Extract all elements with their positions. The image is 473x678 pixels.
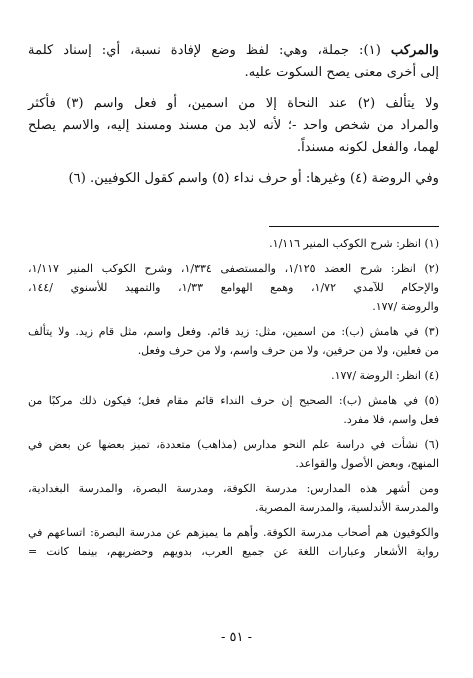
page-number: - ٥١ - xyxy=(220,630,253,645)
main-text xyxy=(28,40,439,190)
main-line: والمراد من شخص واحد -؛ لأنه لابد من مسند ومسند إليه، والاسم يصلح xyxy=(28,118,439,133)
footnote-6-line: والمدرسة الأندلسية، والمدرسة المصرية. xyxy=(255,501,439,514)
footnote-2-line: والإحكام للآمدي ١/٧٢، وهمع الهوامع ١/٣٣، والتمهيد للأسنوي /١٤٤، xyxy=(28,281,439,294)
main-line: ولا يتألف (٢) عند النحاة إلا من اسمين، أو فعل واسم (٣) فأكثر xyxy=(28,96,439,111)
footnote-6-line: المنهج، وبعض الأصول والقواعد. xyxy=(295,457,439,470)
footnote-5: (٥) في هامش (ب): الصحيح إن حرف النداء قائم مقام فعل؛ فيكون ذلك مركبًا من xyxy=(28,394,439,407)
footnote-3-line: من فعلين، ولا من حرفين، ولا من حرف واسم، ولا من حرف وفعل. xyxy=(137,344,439,357)
footnote-6-line: رواية الأشعار وعبارات اللغة عن جميع العرب، بدويهم وحضريهم، بينما كانت = xyxy=(28,545,439,558)
footnote-divider xyxy=(269,226,439,227)
footnote-1: (١) انظر: شرح الكوكب المنير ١/١١٦. xyxy=(269,237,439,250)
footnote-4: (٤) انظر: الروضة /١٧٧. xyxy=(331,369,439,382)
footnote-2: (٢) انظر: شرح العضد ١/١٢٥، والمستصفى ١/٣٣٤، وشرح الكوكب المنير ١/١١٧، xyxy=(28,262,440,275)
footnote-6-line: والكوفيون هم أصحاب مدرسة الكوفة. وأهم ما يميزهم عن مدرسة البصرة: اتساعهم في xyxy=(28,526,439,539)
footnote-2-line: والروضة /١٧٧. xyxy=(372,300,439,313)
footnote-3: (٣) في هامش (ب): من اسمين، مثل: زيد قائم. وفعل واسم، مثل قام زيد. ولا يتألف xyxy=(28,325,439,338)
term-compound: والمركب xyxy=(390,43,439,58)
main-line: لهما، والفعل لكونه مسنداً. xyxy=(296,140,439,155)
footnote-6: (٦) نشأت في دراسة علم النحو مدارس (مذاهب) متعددة، تميز بعضها عن بعض في xyxy=(28,438,439,451)
main-line: إلى أخرى معنى يصح السكوت عليه. xyxy=(244,65,439,80)
main-line: وفي الروضة (٤) وغيرها: أو حرف نداء (٥) واسم كقول الكوفيين. (٦) xyxy=(68,171,439,186)
main-line-rest: (١): جملة، وهي: لفظ وضع لإفادة نسبة، أي: إسناد كلمة xyxy=(28,43,391,58)
footnote-6-line: ومن أشهر هذه المدارس: مدرسة الكوفة، ومدرسة البصرة، والمدرسة البغدادية، xyxy=(28,482,439,495)
main-line xyxy=(28,40,439,62)
footnote-5-line: فعل واسم، فلا مفرد. xyxy=(343,413,439,426)
footnotes xyxy=(28,234,439,561)
